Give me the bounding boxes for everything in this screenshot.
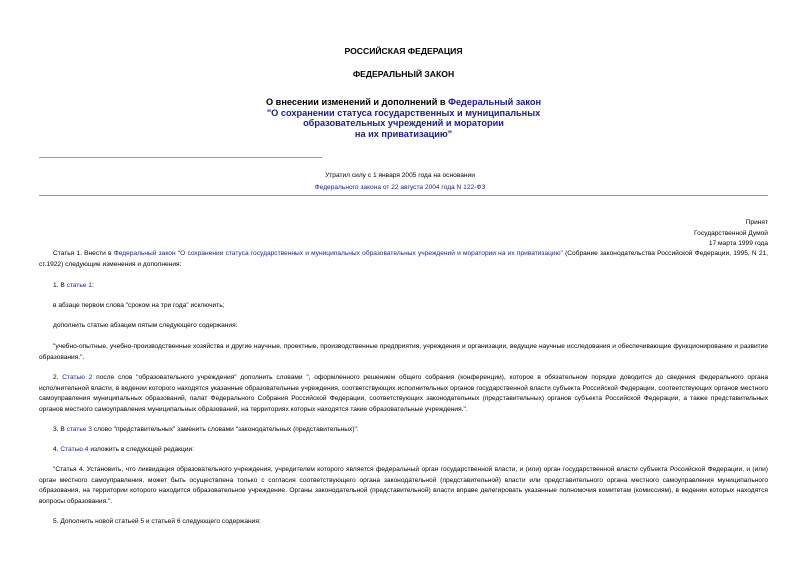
adoption-block (694, 218, 768, 250)
item-1-c: "учебно-опытные, учебно-производственные хозяйства и другие научные, проектные, производственные предприятия, учреждения и организации, ведущие научные исследования и обеспечивающие функционирование и развитие образования.". (39, 343, 768, 361)
divider-top (39, 157, 322, 158)
item-2 (39, 373, 768, 416)
title-line-3[interactable]: образовательных учреждений и моратории (303, 118, 504, 129)
status-law-link[interactable]: Федерального закона от 22 августа 2004 года N 122-ФЗ (314, 184, 486, 191)
item-4-text: "Статья 4. Установить, что ликвидация образовательного учреждения, учредителем которого является федеральный орган государственной власти, и (или) орган государственной власти субъекта Российской Федерации, и (или) орган местного самоуправления, может быть осуществлена только с согласия соответствующего органа законодательной (представительной) власти или представительного органа местного самоуправления муниципального образования, на территории которого находится образовательное учреждение. Органы законодательной (представительной) власти вправе делегировать указанные полномочия комитетам (комиссиям), в ведении которых находятся вопросы образования.". (39, 466, 768, 506)
article-1-post: (Собрание законодательства Российской Федерации, 1995, N 21, ст.1922) следующие изменения и дополнения: (39, 250, 769, 268)
article-1-pre: Статья 1. Внести в (53, 250, 114, 257)
item-2-link[interactable]: Статью 2 (62, 374, 93, 381)
divider-bottom (39, 195, 768, 196)
status-line-1: Утратил силу с 1 января 2005 года на основании (325, 172, 475, 179)
title-line-4[interactable]: на их приватизацию" (354, 128, 453, 139)
item-1-b: дополнить статью абзацем пятым следующего содержания: (53, 322, 238, 329)
item-1 (39, 281, 768, 292)
article-1-law-link[interactable]: Федеральный закон "О сохранении статуса государственных и муниципальных образовательных учреждений и моратории на их приватизацию" (113, 250, 563, 257)
item-1-post: : (91, 282, 94, 289)
title-law-link[interactable]: Федеральный закон (448, 97, 541, 107)
item-1-link[interactable]: статье 1 (66, 282, 92, 289)
item-3 (39, 425, 768, 436)
item-4-link[interactable]: Статью 4 (60, 446, 89, 453)
status-block (200, 170, 600, 194)
item-3-post: слово "представительных" заменить словами "законодательных (представительных)". (91, 426, 359, 433)
country-heading: РОССИЙСКАЯ ФЕДЕРАЦИЯ (344, 46, 463, 56)
adopted-by: Государственной Думой (694, 229, 768, 237)
title-line-2[interactable]: "О сохранении статуса государственных и муниципальных (266, 107, 541, 118)
item-2-pre: 2. (53, 374, 63, 381)
item-5: 5. Дополнить новой статьей 5 и статьей 6 следующего содержания: (53, 518, 261, 525)
item-1-a: в абзаце первом слова "сроком на три года" исключить; (53, 302, 225, 309)
item-3-link[interactable]: статье 3 (66, 426, 92, 433)
law-type-heading: ФЕДЕРАЛЬНЫЙ ЗАКОН (352, 69, 455, 79)
title-line-1 (0, 97, 807, 108)
adopted-date: 17 марта 1999 года (708, 240, 768, 247)
item-4-pre: 4. (53, 446, 61, 453)
item-1-pre: 1. В (53, 282, 67, 289)
item-3-pre: 3. В (53, 426, 67, 433)
item-4 (39, 445, 768, 456)
item-4-post: изложить в следующей редакции: (88, 446, 195, 453)
law-title (0, 97, 807, 139)
article-1-paragraph (39, 249, 768, 270)
adopted-label: Принят (745, 219, 768, 226)
item-2-post: после слов "образовательного учреждения" дополнить словами ", оформленного решением общего собрания (конференции), которое в обязательном порядке доводится до сведения федерального органа исполнительной власти, в ведении которого находятся указанные образовательные учреждения, соответствующих исполнительных органов государственной власти субъекта Российской Федерации, соответствующих органов местного самоуправления муниципальных образований, палат Федерального Собрания Российской Федерации, соответствующих законодательных (представительных) органов субъекта Российской Федерации, а также представительных органов местного самоуправления муниципальных образований, на территориях которых находятся такие образовательные учреждения.". (39, 374, 768, 414)
title-prefix: О внесении изменений и дополнений в (265, 97, 449, 107)
